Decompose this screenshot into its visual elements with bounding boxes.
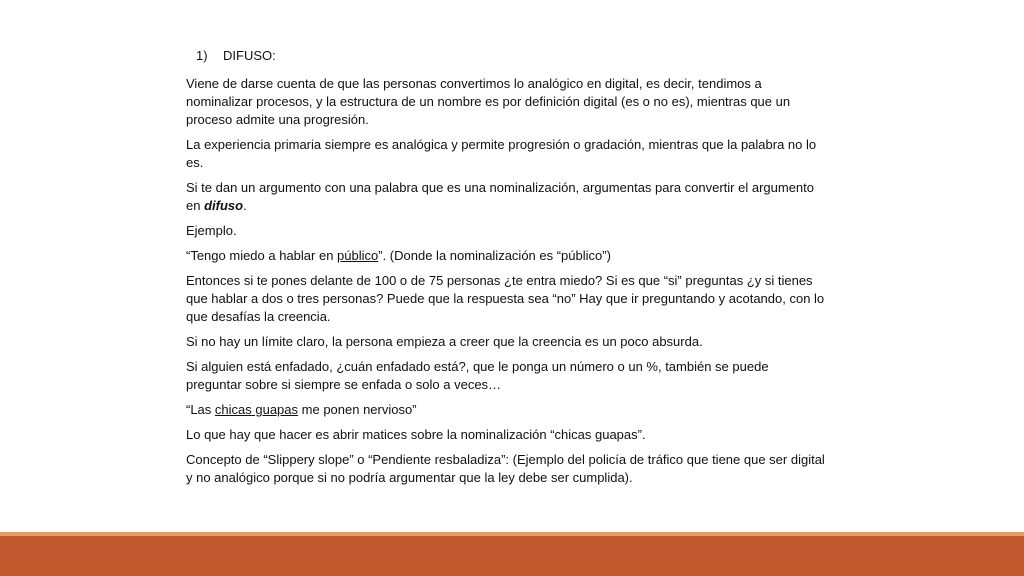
- paragraph-3-text: Si te dan un argumento con una palabra que es una nominalización, argumentas para convertir el argumento en: [186, 180, 815, 213]
- paragraph-5: [186, 247, 826, 265]
- paragraph-10: Lo que hay que hacer es abrir matices sobre la nominalización “chicas guapas”.: [186, 427, 646, 442]
- underlined-publico: público: [337, 248, 379, 263]
- section-heading: [186, 47, 826, 65]
- paragraph-9-text: “Las: [186, 402, 215, 417]
- emphasis-difuso: difuso: [204, 198, 244, 213]
- paragraph-3: [186, 179, 826, 215]
- paragraph-3-end: .: [243, 198, 247, 213]
- paragraph-11: Concepto de “Slippery slope” o “Pendiente resbaladiza”: (Ejemplo del policía de tráfico que tiene que ser digital y no analógico porque si no podría argumentar que la ley debe ser cumplida).: [186, 452, 825, 485]
- heading-text: DIFUSO:: [223, 48, 276, 63]
- paragraph-9: [186, 401, 826, 419]
- paragraph-2: La experiencia primaria siempre es analógica y permite progresión o gradación, mientras que la palabra no lo es.: [186, 137, 817, 170]
- heading-number: 1): [196, 48, 208, 63]
- paragraph-8: Si alguien está enfadado, ¿cuán enfadado está?, que le ponga un número o un %, también se puede preguntar sobre si siempre se enfada o solo a veces…: [186, 359, 769, 392]
- paragraph-9-end: me ponen nervioso”: [298, 402, 417, 417]
- paragraph-4: Ejemplo.: [186, 223, 237, 238]
- footer-band: [0, 536, 1024, 576]
- underlined-chicas-guapas: chicas guapas: [214, 402, 299, 417]
- paragraph-5-end: ”. (Donde la nominalización es “público”): [378, 248, 611, 263]
- paragraph-7: Si no hay un límite claro, la persona empieza a creer que la creencia es un poco absurda.: [186, 334, 703, 349]
- paragraph-1: Viene de darse cuenta de que las personas convertimos lo analógico en digital, es decir, tendimos a nominalizar procesos, y la estructura de un nombre es por definición digital (es o no es), mientras que un proceso admite una progresión.: [186, 76, 791, 127]
- slide-body: [186, 47, 826, 494]
- paragraph-6: Entonces si te pones delante de 100 o de 75 personas ¿te entra miedo? Si es que “si” preguntas ¿y si tienes que hablar a dos o tres personas? Puede que la respuesta sea “no” Hay que ir preguntando y acotando, con lo que desafías la creencia.: [186, 273, 825, 324]
- paragraph-5-text: “Tengo miedo a hablar en: [186, 248, 338, 263]
